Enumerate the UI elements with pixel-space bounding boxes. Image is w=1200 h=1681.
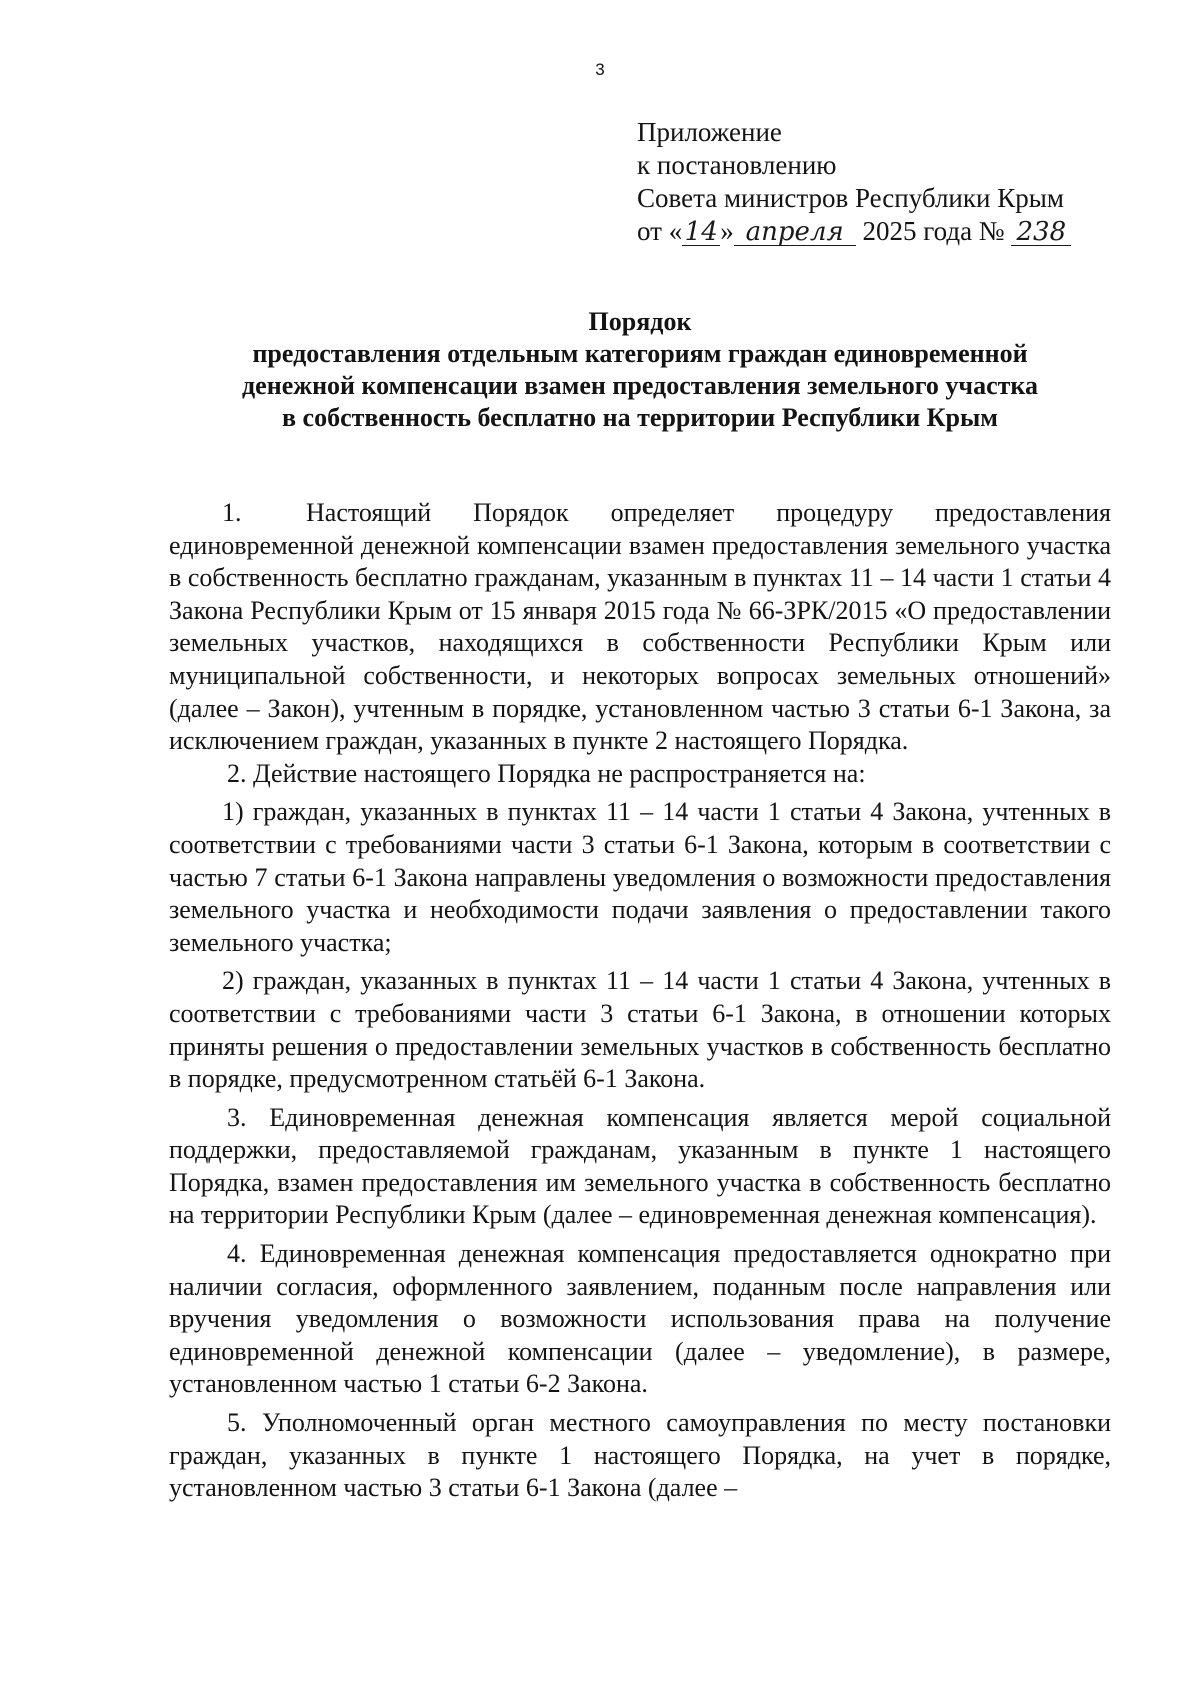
appendix-block [637,116,1177,248]
appendix-title: Приложение [637,117,782,147]
document-number-handwritten: 238 [1011,219,1071,246]
page-number: 3 [595,60,605,79]
paragraph-1 [169,497,1111,758]
paragraph-2: 2. Действие настоящего Порядка не распространяется на: [227,758,866,788]
paragraph-4: 4. Единовременная денежная компенсация предоставляется однократно при наличии согласия, оформленного заявлением, поданным после направления или вручения уведомления о возможности использования права на получение единовременной денежной компенсации (далее – уведомление), в размере, установленном частью 1 статьи 6-2 Закона. [169,1239,1111,1399]
appendix-date-line [637,215,1177,248]
paragraph-2-item-1: 1) граждан, указанных в пунктах 11 – 14 части 1 статьи 4 Закона, учтенных в соответствии с требованиями части 3 статьи 6-1 Закона, которым в соответствии с частью 7 статьи 6-1 Закона направлены уведомления о возможности предоставления земельного участка и необходимости подачи заявления о предоставлении такого земельного участка; [169,797,1111,957]
title-line-1: Порядок [588,307,692,336]
paragraph-5: 5. Уполномоченный орган местного самоуправления по месту постановки граждан, указанных в пункте 1 настоящего Порядка, на учет в порядке, установленном частью 3 статьи 6-1 Закона (далее – [169,1408,1111,1503]
paragraph-3: 3. Единовременная денежная компенсация является мерой социальной поддержки, предоставляемой гражданам, указанным в пункте 1 настоящего Порядка, взамен предоставления им земельного участка в собственность бесплатно на территории Республики Крым (далее – единовременная денежная компенсация). [169,1102,1111,1230]
title-line-3: денежной компенсации взамен предоставления земельного участка [242,371,1038,400]
date-quote-close: » [720,216,734,246]
paragraph-1-text: Настоящий Порядок определяет процедуру предоставления единовременной денежной компенсации взамен предоставления земельного участка в собственность бесплатно гражданам, указанным в пунктах 11 – 14 части 1 статьи 4 Закона Республики Крым от 15 января 2015 года № 66-ЗРК/2015 «О предоставлении земельных участков, находящихся в собственности Республики Крым или муниципальной собственности, и некоторых вопросах земельных отношений» (далее – Закон), учтенным в порядке, установленном частью 3 статьи 6-1 Закона, за исключением граждан, указанных в пункте 2 настоящего Порядка. [169,498,1111,756]
title-line-4: в собственность бесплатно на территории Республики Крым [281,403,998,432]
date-prefix: от « [637,216,683,246]
document-body [169,497,1111,1505]
title-line-2: предоставления отдельным категориям граждан единовременной [252,339,1028,368]
document-title [140,306,1140,434]
paragraph-2-item-2: 2) граждан, указанных в пунктах 11 – 14 части 1 статьи 4 Закона, учтенных в соответствии с требованиями части 3 статьи 6-1 Закона, в отношении которых приняты решения о предоставлении земельных участков в собственность бесплатно в порядке, предусмотренном статьёй 6-1 Закона. [169,966,1111,1094]
date-month-handwritten: апреля [734,219,856,246]
paragraph-1-number: 1. [222,498,242,527]
appendix-authority: Совета министров Республики Крым [637,183,1064,213]
appendix-reference: к постановлению [637,150,837,180]
date-year: 2025 года № [855,216,1012,246]
date-day-handwritten: 14 [682,219,720,246]
